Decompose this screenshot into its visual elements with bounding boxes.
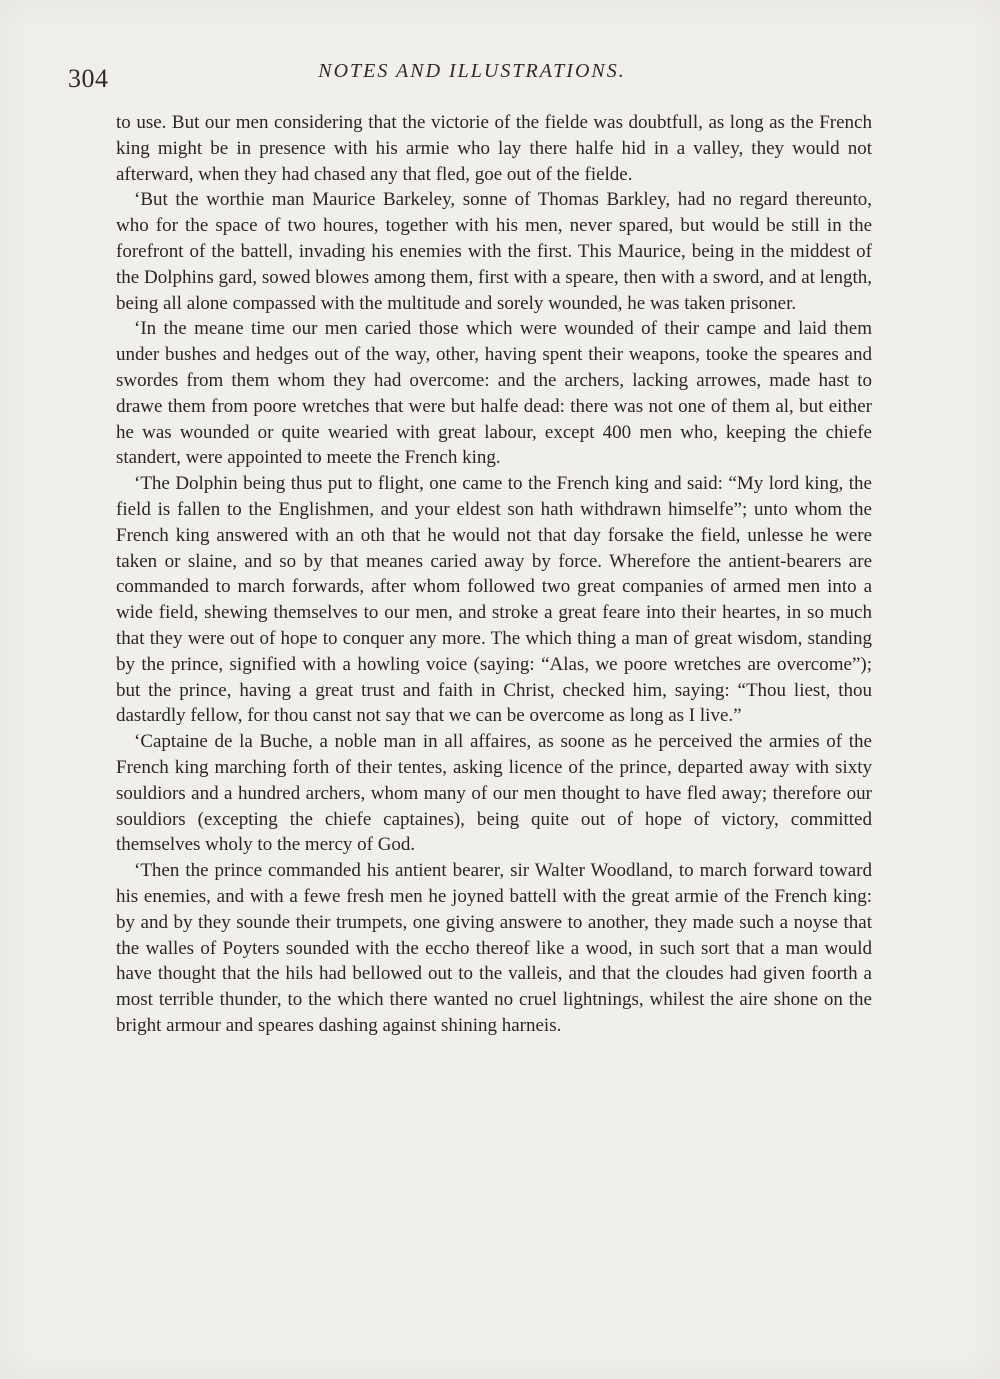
body-text [116,110,872,1039]
paragraph: ‘Captaine de la Buche, a noble man in all affaires, as soone as he perceived the armies of the French king marching forth of their tentes, asking licence of the prince, departed away with sixty souldiors and a hundred archers, whom many of our men thought to have fled away; therefore our souldiors (excepting the chiefe captaines), being quite out of hope of victory, committed themselves wholy to the mercy of God. [116,731,872,856]
paragraph: ‘In the meane time our men caried those which were wounded of their campe and laid them under bushes and hedges out of the way, other, having spent their weapons, tooke the speares and swordes from them whom they had overcome: and the archers, lacking arrowes, made hast to drawe them from poore wretches that were but halfe dead: there was not one of them al, but either he was wounded or quite wearied with great labour, except 400 men who, keeping the chiefe standert, were appointed to meete the French king. [116,318,872,469]
paragraph: ‘The Dolphin being thus put to flight, one came to the French king and said: “My lord king, the field is fallen to the Englishmen, and your eldest son hath withdrawn himselfe”; unto whom the French king answered with an oth that he would not that day forsake the field, unlesse he were taken or slaine, and so by that meanes caried away by force. Wherefore the antient-bearers are commanded to march forwards, after whom followed two great companies of armed men into a wide field, shewing themselves to our men, and stroke a great feare into their heartes, in so much that they were out of hope to conquer any more. The which thing a man of great wisdom, standing by the prince, signified with a howling voice (saying: “Alas, we poore wretches are overcome”); but the prince, having a great trust and faith in Christ, checked him, saying: “Thou liest, thou dastardly fellow, for thou canst not say that we can be overcome as long as I live.” [116,473,872,727]
running-head [68,58,876,92]
paragraph: to use. But our men considering that the victorie of the fielde was doubtfull, as long as the French king might be in presence with his armie who lay there halfe hid in a valley, they would not afterward, when they had chased any that fled, goe out of the fielde. [116,112,872,185]
running-title: NOTES AND ILLUSTRATIONS. [318,60,626,82]
paragraph: ‘Then the prince commanded his antient bearer, sir Walter Woodland, to march forward toward his enemies, and with a fewe fresh men he joyned battell with the great armie of the French king: by and by they sounde their trumpets, one giving answere to another, they made such a noyse that the walles of Poyters sounded with the eccho thereof like a wood, in such sort that a man would have thought that the hils had bellowed out to the valleis, and that the cloudes had given foorth a most terrible thunder, to the which there wanted no cruel lightnings, whilest the aire shone on the bright armour and speares dashing against shining harneis. [116,860,872,1036]
page-number: 304 [68,64,109,93]
paragraph: ‘But the worthie man Maurice Barkeley, sonne of Thomas Barkley, had no regard thereunto, who for the space of two houres, together with his men, never spared, but would be still in the forefront of the battell, invading his enemies with the first. This Maurice, being in the middest of the Dolphins gard, sowed blowes among them, first with a speare, then with a sword, and at length, being all alone compassed with the multitude and sorely wounded, he was taken prisoner. [116,189,872,314]
